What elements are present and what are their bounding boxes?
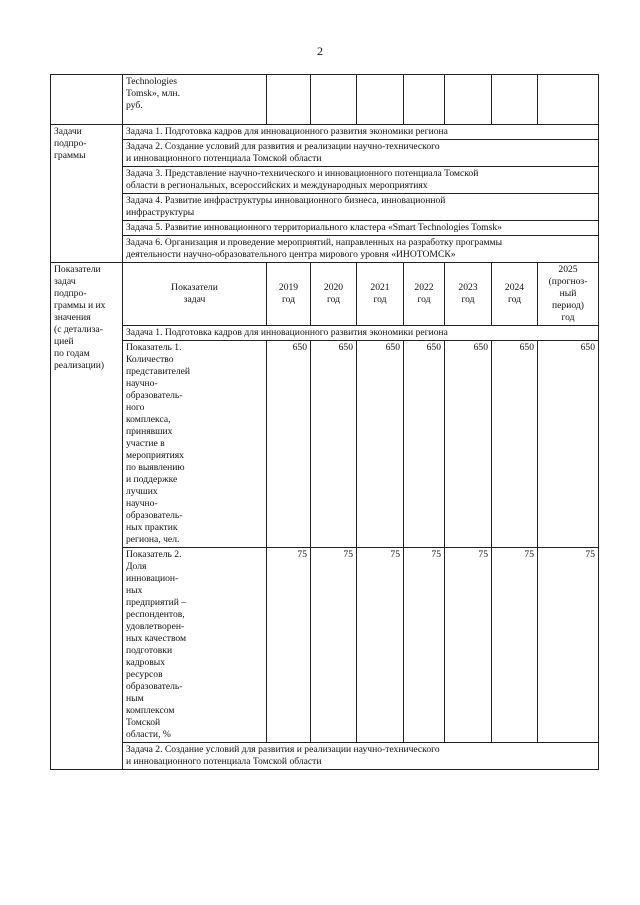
empty-cell [51, 75, 123, 125]
indicator-1-value-2020: 650 [311, 341, 357, 548]
indicator-1-value-2025: 650 [538, 341, 599, 548]
indicator-2-value-2022: 75 [404, 548, 445, 743]
task-4: Задача 4. Развитие инфраструктуры инновационного бизнеса, инновационной инфраструктуры [123, 194, 599, 221]
task-2: Задача 2. Создание условий для развития и реализации научно-технического и инновационного потенциала Томской области [123, 140, 599, 167]
year-header-2025: 2025 (прогноз- ный период) год [538, 263, 599, 326]
table-row-top [51, 75, 599, 125]
indicators-name-header: Показатели задач [123, 263, 267, 326]
task-row [51, 125, 599, 140]
indicator-1-value-2024: 650 [492, 341, 538, 548]
task-row [51, 743, 599, 770]
task-1: Задача 1. Подготовка кадров для инновационного развития экономики региона [123, 125, 599, 140]
task-row [51, 194, 599, 221]
passport-table [50, 74, 599, 770]
empty-cell [267, 75, 311, 125]
indicator-2-value-2021: 75 [357, 548, 404, 743]
indicator-2-value-2025: 75 [538, 548, 599, 743]
year-header-2020: 2020 год [311, 263, 357, 326]
task-row [51, 221, 599, 236]
empty-cell [445, 75, 492, 125]
table-row [51, 548, 599, 743]
task-5: Задача 5. Развитие инновационного территориального кластера «Smart Technologies Tomsk» [123, 221, 599, 236]
year-header-2024: 2024 год [492, 263, 538, 326]
empty-cell [492, 75, 538, 125]
indicator-1-value-2019: 650 [267, 341, 311, 548]
year-header-2023: 2023 год [445, 263, 492, 326]
task-6: Задача 6. Организация и проведение мероприятий, направленных на разработку программы деятельности научно-образовательного центра мирового уровня «ИНОТОМСК» [123, 236, 599, 263]
indicators-task-1: Задача 1. Подготовка кадров для инновационного развития экономики региона [123, 326, 599, 341]
year-header-2022: 2022 год [404, 263, 445, 326]
empty-cell [357, 75, 404, 125]
indicator-1-value-2022: 650 [404, 341, 445, 548]
empty-cell [404, 75, 445, 125]
task-3: Задача 3. Представление научно-технического и инновационного потенциала Томской области в региональных, всероссийских и международных мероприятиях [123, 167, 599, 194]
task-row [51, 140, 599, 167]
table-row [51, 341, 599, 548]
indicators-header-row [51, 263, 599, 326]
year-header-2021: 2021 год [357, 263, 404, 326]
tasks-section-label: Задачи подпро- граммы [51, 125, 123, 263]
indicator-2-value-2020: 75 [311, 548, 357, 743]
empty-cell [538, 75, 599, 125]
empty-cell [311, 75, 357, 125]
task-row [51, 167, 599, 194]
indicator-1-name: Показатель 1. Количество представителей научно- образователь- ного комплекса, принявших участие в мероприятиях по выявлению и поддержке лучших научно- образователь- ных практик региона, чел. [123, 341, 267, 548]
task-row [51, 236, 599, 263]
indicators-task-2: Задача 2. Создание условий для развития и реализации научно-технического и инновационного потенциала Томской области [123, 743, 599, 770]
year-header-2019: 2019 год [267, 263, 311, 326]
indicator-2-value-2023: 75 [445, 548, 492, 743]
indicator-2-name: Показатель 2. Доля инновацион- ных предприятий – респондентов, удовлетворен- ных качеством подготовки кадровых ресурсов образователь- ным комплексом Томской области, % [123, 548, 267, 743]
indicator-1-value-2021: 650 [357, 341, 404, 548]
indicator-2-value-2024: 75 [492, 548, 538, 743]
task-row [51, 326, 599, 341]
indicators-section-label: Показатели задач подпро- граммы и их значения (с детализа- цией по годам реализации) [51, 263, 123, 770]
page-number: 2 [317, 44, 323, 58]
indicator-1-value-2023: 650 [445, 341, 492, 548]
top-row-text: Technologies Tomsk», млн. руб. [123, 75, 267, 125]
indicator-2-value-2019: 75 [267, 548, 311, 743]
